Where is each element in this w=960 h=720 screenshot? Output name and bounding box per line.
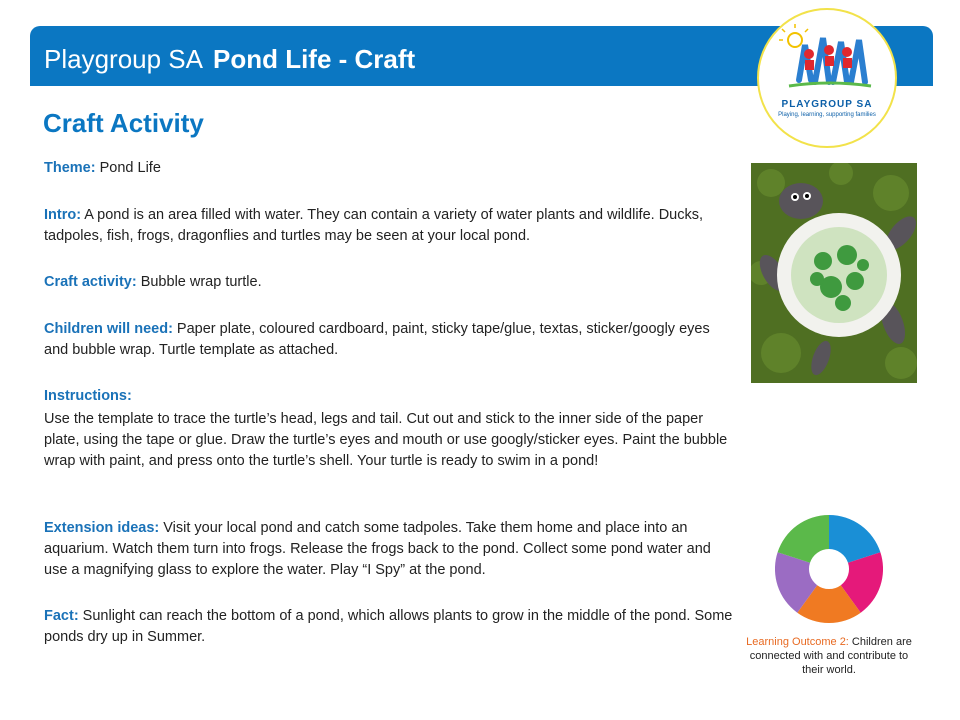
craft-label: Craft activity:: [44, 274, 137, 290]
need-paragraph: [44, 319, 734, 361]
outcome-text: Children are connected with and contribute to their world.: [749, 636, 912, 676]
header-topic: Pond Life - Craft: [212, 44, 416, 74]
header-brand: Playgroup SA: [44, 44, 203, 74]
section-title: Craft Activity: [43, 108, 204, 138]
outcome-label: Learning Outcome 2:: [746, 636, 849, 648]
theme-label: Theme:: [44, 160, 96, 176]
turtle-craft-image: [751, 163, 917, 383]
extension-paragraph: [44, 518, 734, 581]
outcomes-wheel-icon: [775, 515, 883, 623]
instructions-heading: Instructions:: [44, 388, 132, 404]
fact-label: Fact:: [44, 608, 79, 624]
intro-label: Intro:: [44, 207, 82, 223]
playgroup-logo: [757, 8, 897, 148]
logo-tagline: Playing, learning, supporting families: [778, 112, 876, 118]
extension-label: Extension ideas:: [44, 520, 160, 536]
need-label: Children will need:: [44, 321, 173, 337]
instructions-text: Use the template to trace the turtle’s head, legs and tail. Cut out and stick to the inner side of the paper plate, using the tape or glue. Draw the turtle’s eyes and mouth or use googly/sticker eyes. Paint the bubble wrap with paint, and press onto the turtle’s shell. Your turtle is ready to swim in a pond!: [44, 411, 728, 469]
learning-outcome-caption: [738, 635, 920, 677]
theme-paragraph: [44, 158, 161, 179]
extension-text: Visit your local pond and catch some tadpoles. Take them home and place into an aquarium. Watch them turn into frogs. Release the frogs back to the pond. Collect some pond water and use a magnifying glass to explore the water. Play “I Spy” at the pond.: [44, 520, 711, 578]
craft-paragraph: [44, 272, 262, 293]
need-text: Paper plate, coloured cardboard, paint, sticky tape/glue, textas, sticker/googly eyes and bubble wrap. Turtle template as attached.: [44, 321, 710, 358]
theme-text: Pond Life: [95, 160, 161, 176]
page-title: [44, 44, 415, 75]
intro-text: A pond is an area filled with water. They can contain a variety of water plants and wildlife. Ducks, tadpoles, fish, frogs, dragonflies and turtles may be seen at your local pond.: [44, 207, 704, 244]
logo-name: PLAYGROUP SA: [781, 99, 873, 110]
craft-text: Bubble wrap turtle.: [136, 274, 262, 290]
fact-text: Sunlight can reach the bottom of a pond, which allows plants to grow in the middle of the pond. Some ponds dry up in Summer.: [44, 608, 733, 645]
fact-paragraph: [44, 606, 734, 648]
family-figures-icon: [759, 10, 895, 100]
learning-outcomes-wheel: [775, 515, 883, 623]
turtle-craft-photo: [751, 163, 917, 383]
intro-paragraph: [44, 205, 734, 247]
